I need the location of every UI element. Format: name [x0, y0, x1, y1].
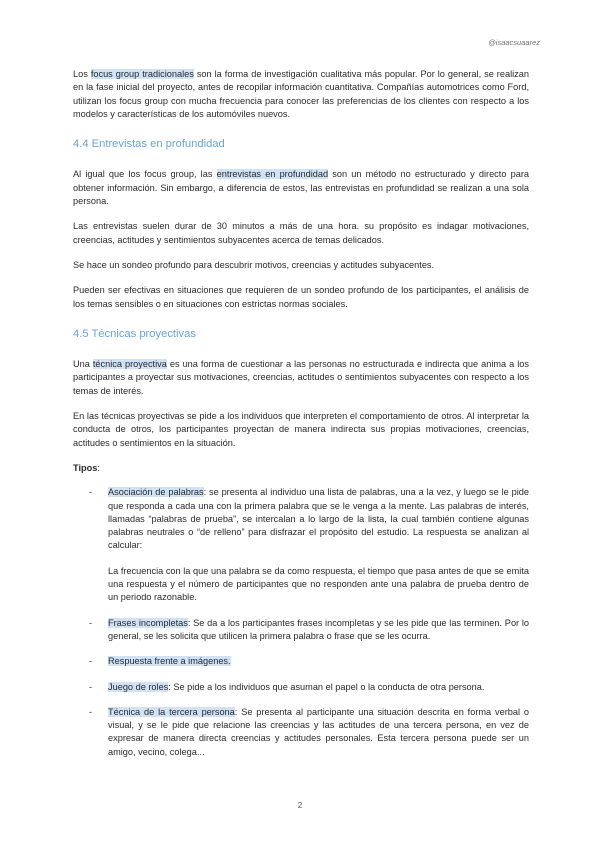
text-span: son la forma de investigación cualitativa más popular. Por lo general, se realizan en la fase inicial del proyecto, antes de recopilar información cuantitativa. Compañías automotrices como Ford, utilizan los focus group con mucha frecuencia para conocer las preferencias de los clientes con respecto a los modelos y características de los automóviles nuevos. [73, 69, 529, 119]
tipos-list [73, 486, 529, 759]
author-handle: @isaacsuaarez [488, 38, 540, 47]
list-item [73, 617, 529, 644]
list-item-subparagraph: La frecuencia con la que una palabra se da como respuesta, el tiempo que pasa antes de que se emita una respuesta y el número de participantes que no responden ante una palabra de prueba dentro de un periodo razonable. [108, 565, 529, 603]
dash-bullet: - [89, 487, 93, 498]
paragraph: Se hace un sondeo profundo para descubrir motivos, creencias y actitudes subyacentes. [73, 259, 435, 270]
list-item-term: Juego de roles [108, 681, 169, 692]
tipos-heading [73, 462, 529, 475]
paragraph: Las entrevistas suelen durar de 30 minutos a más de una hora. su propósito es indagar motivaciones, creencias, actitudes y sentimientos subyacentes acerca de temas delicados. [73, 221, 529, 245]
list-item-text: : Se pide a los individuos que asuman el papel o la conducta de otra persona. [168, 681, 485, 692]
list-item [73, 681, 529, 694]
dash-bullet: - [89, 681, 93, 692]
text-span: Al igual que los focus group, las [73, 169, 217, 180]
tipos-label: Tipos [73, 462, 98, 473]
paragraph: En las técnicas proyectivas se pide a los individuos que interpreten el comportamiento de otros. Al interpretar la conducta de otros, los participantes proyectan de manera indirecta sus propias motivaciones, creencias, actitudes o sentimientos en la situación. [73, 411, 529, 448]
list-item-term: Técnica de la tercera persona [108, 706, 235, 717]
list-item-text: : Se da a los participantes frases incompletas y se les pide que las terminen. Por lo general, se les solicita que utilicen la primera palabra o frase que se les ocurra. [108, 617, 530, 641]
dash-bullet: - [89, 656, 93, 667]
text-span: Una [73, 359, 93, 370]
paragraph [73, 358, 529, 398]
section-heading-tecnicas: 4.5 Técnicas proyectivas [73, 327, 196, 340]
dash-bullet: - [89, 706, 93, 717]
list-item [73, 486, 529, 604]
list-item [73, 655, 529, 668]
list-item [73, 706, 529, 759]
text-span: son un método no estructurado y directo para obtener información. Sin embargo, a diferencia de estos, las entrevistas en profundidad se realizan a una sola persona. [73, 169, 529, 207]
highlight-entrevistas: entrevistas en profundidad [216, 169, 329, 180]
text-span: es una forma de cuestionar a las personas no estructurada e indirecta que anima a los participantes a proyectar sus motivaciones, creencias, actitudes o sentimientos subyacentes con respecto a los temas de interés. [73, 359, 529, 396]
list-item-term: Asociación de palabras [108, 487, 204, 498]
dash-bullet: - [89, 617, 93, 628]
paragraph: Pueden ser efectivas en situaciones que requieren de un sondeo profundo de los participantes, el análisis de los temas sensibles o en situaciones con estrictas normas sociales. [73, 285, 529, 309]
paragraph [73, 168, 529, 208]
section-heading-entrevistas: 4.4 Entrevistas en profundidad [73, 138, 225, 151]
text-span: Los [73, 69, 91, 79]
document-body [73, 68, 529, 771]
list-item-text: : Se presenta al participante una situación descrita en forma verbal o visual, y se le pide que relacione las creencias y las actitudes de una tercera persona, en vez de expresar de manera directa creencias y actitudes personales. Esta tercera persona puede ser un amigo, vecino, colega... [108, 706, 530, 757]
list-item-term: Respuesta frente a imágenes. [108, 656, 231, 667]
tipos-colon: : [97, 462, 100, 473]
highlight-tecnica-proyectiva: técnica proyectiva [92, 359, 167, 370]
list-item-term: Frases incompletas [108, 617, 188, 628]
list-item-text: : se presenta al individuo una lista de palabras, una a la vez, y luego se le pide que responda a cada una con la primera palabra que se le venga a la mente. Las palabras de interés, llamadas “palabras de prueba”, se intercalan a lo largo de la lista, la cual también contiene algunas palabras neutrales o “de relleno” para disfrazar el propósito del estudio. La respuesta se analizan al calcular: [108, 487, 529, 551]
highlight-focus-group: focus group tradicionales [90, 69, 194, 79]
intro-paragraph [73, 68, 529, 121]
page-number: 2 [297, 801, 303, 810]
